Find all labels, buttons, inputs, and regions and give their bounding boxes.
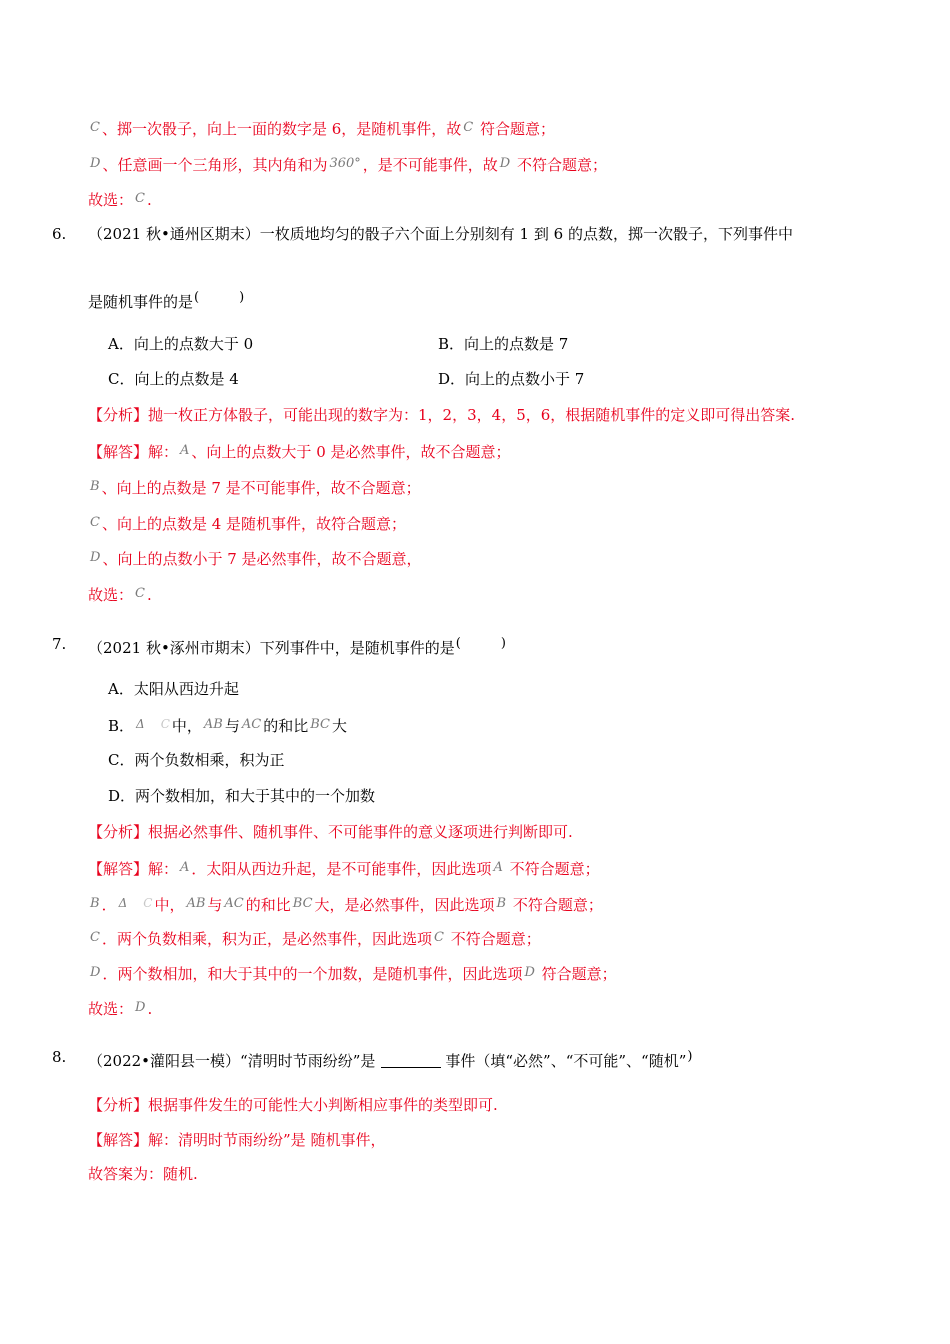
q6-stem: （2021 秋•通州区期末）一枚质地均匀的骰子六个面上分别刻有 1 到 6 的点数，掷一次骰子，下列事件中 xyxy=(88,225,793,243)
q7-answer-d: D ．两个数相加，和大于其中的一个加数，是随机事件，因此选项 D 符合题意； xyxy=(90,965,617,983)
q6-option-b: B．向上的点数是 7 xyxy=(438,335,569,353)
q6-answer-a: 【解答】解： A 、向上的点数大于 0 是必然事件，故不合题意； xyxy=(88,443,511,461)
q7-stem: （2021 秋•涿州市期末）下列事件中，是随机事件的是 xyxy=(88,639,455,657)
q6-number: 6. xyxy=(52,225,67,243)
prev-line-c: C 、掷一次骰子，向上一面的数字是 6，是随机事件，故 C 符合题意； xyxy=(90,120,556,138)
q6-option-c: C．向上的点数是 4 xyxy=(108,370,239,388)
q6-choose: 故选： C . xyxy=(88,586,152,604)
q7-number: 7. xyxy=(52,635,67,653)
q8-analysis: 【分析】根据事件发生的可能性大小判断相应事件的类型即可. xyxy=(88,1096,498,1114)
q7-option-d: D．两个数相加，和大于其中的一个加数 xyxy=(108,787,376,805)
q8-answer: 【解答】解：清明时节雨纷纷”是 随机事件， xyxy=(88,1131,386,1149)
q6-answer-c: C 、向上的点数是 4 是随机事件，故符合题意； xyxy=(90,515,407,533)
q7-option-c: C．两个负数相乘，积为正 xyxy=(108,751,285,769)
q8-number: 8. xyxy=(52,1048,67,1066)
q7-answer-a: 【解答】解： A ．太阳从西边升起，是不可能事件，因此选项 A 不符合题意； xyxy=(88,860,600,878)
q6-analysis: 【分析】抛一枚正方体骰子，可能出现的数字为：1，2，3，4，5，6，根据随机事件的定义即可得出答案. xyxy=(88,406,796,424)
prev-line-d: D 、任意画一个三角形，其内角和为 360° ，是不可能事件，故 D 不符合题意； xyxy=(90,156,608,174)
q7-answer-c: C ．两个负数相乘，积为正，是必然事件，因此选项 C 不符合题意； xyxy=(90,930,541,948)
prev-choose: 故选： C . xyxy=(88,191,152,209)
q7-analysis: 【分析】根据必然事件、随机事件、不可能事件的意义逐项进行判断即可. xyxy=(88,823,573,841)
q7-option-b: B． $^\Delta$ $^C$ 中， AB 与 AC 的和比 BC 大 xyxy=(108,717,347,735)
q6-stem-2: 是随机事件的是( ) xyxy=(88,290,245,311)
q7-choose: 故选： D . xyxy=(88,1000,153,1018)
q6-option-d: D．向上的点数小于 7 xyxy=(438,370,585,388)
document-page: C 、掷一次骰子，向上一面的数字是 6，是随机事件，故 C 符合题意； D 、任意画一个三角形，其内角和为 360° ，是不可能事件，故 D 不符合题意； 故选： C . 6. （2021 秋•通州区期末）一枚质地均匀的骰子六个面上分别刻有 1 到 6 的点数，掷一次骰子，下列事件中 是随机事件的是( ) A．向上的点数大于 0 B．向上的点数是 7 C．向上的点数是 4 D．向上的点数小于 7 【分析】抛一枚正方体骰子，可能出现的数字为：1，2，3，4，5，6，根据随机事件的定义即可得出答案. 【解答】解： A 、向上的点数大于 0 是必然事件，故不合题意； B 、向上的点数是 7 是不可能事件，故不合题意； C 、向上的点数是 4 是随机事件，故符合题意； D 、向上的点数小于 7 是必然事件，故不合题意， 故选： C . 7. （2021 秋•涿州市期末）下列事件中，是随机事件的是( ) A．太阳从西边升起 B． $^\Delta$ $^C$ 中， AB 与 AC 的和比 BC 大 C．两个负数相乘，积为正 D．两个数相加，和大于其中的一个加数 【分析】根据必然事件、随机事件、不可能事件的意义逐项进行判断即可. 【解答】解： A ．太阳从西边升起，是不可能事件，因此选项 A 不符合题意； B ． $^\Delta$ $^C$ 中， AB 与 AC 的和比 BC 大，是必然事件，因此选项 B 不符合题意； C ．两个负数相乘，积为正，是必然事件，因此选项 C 不符合题意； D ．两个数相加，和大于其中的一个加数，是随机事件，因此选项 D 符合题意； 故选： D . 8. （2022•灌阳县一模）“清明时节雨纷纷”是 事件（填“必然”、“不可能”、“随机”) 【分析】根据事件发生的可能性大小判断相应事件的类型即可. 【解答】解：清明时节雨纷纷”是 随机事件， 故答案为：随机. xyxy=(52,120,796,1183)
q6-option-a: A．向上的点数大于 0 xyxy=(108,335,254,353)
q7-option-a: A．太阳从西边升起 xyxy=(108,680,239,698)
q6-answer-b: B 、向上的点数是 7 是不可能事件，故不合题意； xyxy=(90,479,421,497)
q7-answer-b: B ． $^\Delta$ $^C$ 中， AB 与 AC 的和比 BC 大，是必然事件，因此选项 B 不符合题意； xyxy=(90,896,603,914)
q8-final: 故答案为：随机. xyxy=(88,1165,198,1183)
q8-stem: （2022•灌阳县一模）“清明时节雨纷纷”是 xyxy=(88,1052,376,1070)
q8-answer-blank xyxy=(381,1053,441,1068)
q6-answer-d: D 、向上的点数小于 7 是必然事件，故不合题意， xyxy=(90,550,422,568)
